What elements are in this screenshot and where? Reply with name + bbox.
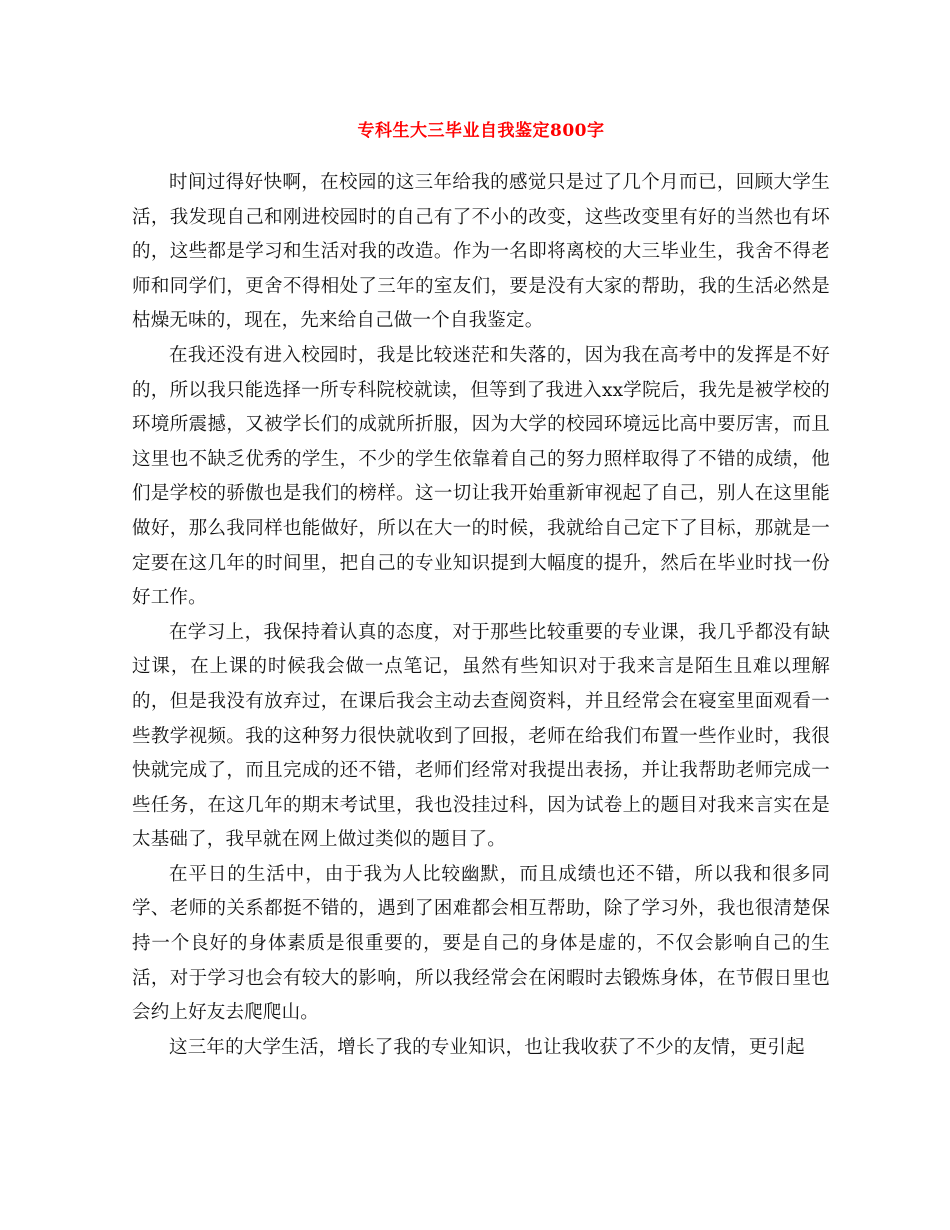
body-paragraph: 在我还没有进入校园时，我是比较迷茫和失落的，因为我在高考中的发挥是不好的，所以我只能选择一所专科院校就读，但等到了我进入xx学院后，我先是被学校的环境所震撼，又被学长们的成就所折服，因为大学的校园环境远比高中要厉害，而且这里也不缺乏优秀的学生，不少的学生依靠着自己的努力照样取得了不错的成绩，他们是学校的骄傲也是我们的榜样。这一切让我开始重新审视起了自己，别人在这里能做好，那么我同样也能做好，所以在大一的时候，我就给自己定下了目标，那就是一定要在这几年的时间里，把自己的专业知识提到大幅度的提升，然后在毕业时找一份好工作。 (132, 344, 830, 609)
body-paragraph: 在学习上，我保持着认真的态度，对于那些比较重要的专业课，我几乎都没有缺过课，在上课的时候我会做一点笔记，虽然有些知识对于我来言是陌生且难以理解的，但是我没有放弃过，在课后我会主动去查阅资料，并且经常会在寝室里面观看一些教学视频。我的这种努力很快就收到了回报，老师在给我们布置一些作业时，我很快就完成了，而且完成的还不错，老师们经常对我提出表扬，并让我帮助老师完成一些任务，在这几年的期末考试里，我也没挂过科，因为试卷上的题目对我来言实在是太基础了，我早就在网上做过类似的题目了。 (132, 621, 830, 851)
document-title: 专科生大三毕业自我鉴定800字 (357, 121, 605, 141)
document-body (132, 166, 830, 1065)
body-paragraph: 在平日的生活中，由于我为人比较幽默，而且成绩也还不错，所以我和很多同学、老师的关系都挺不错的，遇到了困难都会相互帮助，除了学习外，我也很清楚保持一个良好的身体素质是很重要的，要是自己的身体是虚的，不仅会影响自己的生活，对于学习也会有较大的影响，所以我经常会在闲暇时去锻炼身体，在节假日里也会约上好友去爬爬山。 (132, 863, 830, 1024)
body-paragraph: 这三年的大学生活，增长了我的专业知识，也让我收获了不少的友情，更引起 (169, 1036, 805, 1058)
body-paragraph: 时间过得好快啊，在校园的这三年给我的感觉只是过了几个月而已，回顾大学生活，我发现自己和刚进校园时的自己有了不小的改变，这些改变里有好的当然也有坏的，这些都是学习和生活对我的改造。作为一名即将离校的大三毕业生，我舍不得老师和同学们，更舍不得相处了三年的室友们，要是没有大家的帮助，我的生活必然是枯燥无味的，现在，先来给自己做一个自我鉴定。 (132, 172, 830, 332)
